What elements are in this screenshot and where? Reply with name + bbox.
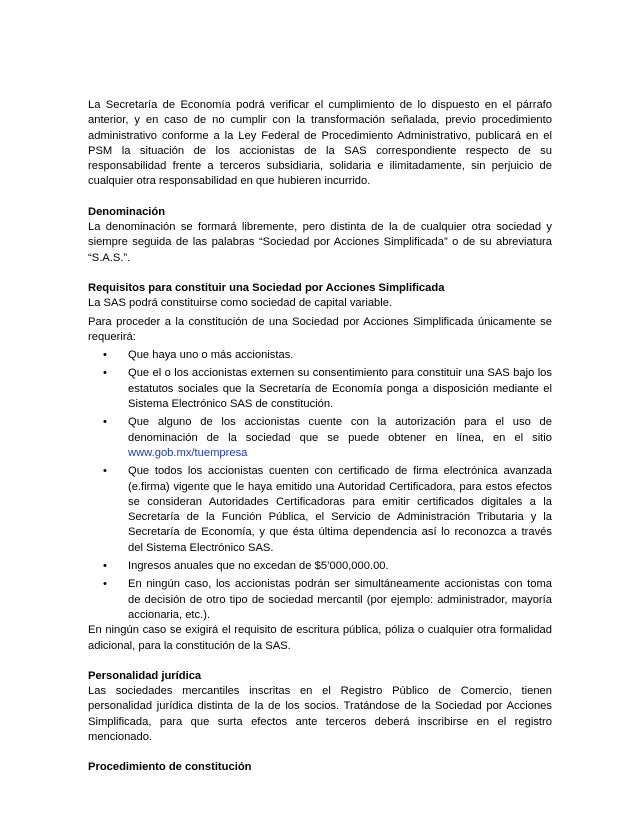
list-item-text: Que haya uno o más accionistas. [128,349,294,362]
bullet-icon: • [103,465,107,478]
requisitos-capital-paragraph: La SAS podrá constituirse como sociedad de capital variable. [88,297,393,310]
bullet-icon: • [103,578,107,591]
bullet-icon: • [103,560,107,573]
denominacion-paragraph: La denominación se formará libremente, pero distinta de la de cualquier otra sociedad y siempre seguida de las palabras “Sociedad por Acciones Simplificada” o de su abreviatura “S.A.S.”. [88,221,552,264]
list-item-text: Ingresos anuales que no excedan de $5’000,000.00. [128,560,389,573]
personalidad-heading: Personalidad jurídica [88,669,202,682]
list-item-text: En ningún caso, los accionistas podrán ser simultáneamente accionistas con toma de decisión de otro tipo de sociedad mercantil (por ejemplo: administrador, mayoría accionaria, etc.). [128,578,552,621]
bullet-icon: • [103,367,107,380]
list-item [88,559,552,574]
list-item [88,366,552,412]
bullet-icon: • [103,349,107,362]
tuempresa-link[interactable]: www.gob.mx/tuempresa [128,446,248,459]
personalidad-paragraph: Las sociedades mercantiles inscritas en el Registro Público de Comercio, tienen personalidad jurídica distinta de la de los socios. Tratándose de la Sociedad por Acciones Simplificada, para que surta efectos ante terceros deberá inscribirse en el registro mencionado. [88,685,552,743]
intro-paragraph: La Secretaría de Economía podrá verificar el cumplimiento de lo dispuesto en el párrafo anterior, y en caso de no cumplir con la transformación señalada, previo procedimiento administrativo conforme a la Ley Federal de Procedimiento Administrativo, publicará en el PSM la situación de los accionistas de la SAS correspondiente respecto de su responsabilidad frente a terceros subsidiaria, solidaria e ilimitadamente, sin perjuicio de cualquier otra responsabilidad en que hubieren incurrido. [88,99,552,188]
list-item-text: Que todos los accionistas cuenten con certificado de firma electrónica avanzada (e.firma) vigente que le haya emitido una Autoridad Certificadora, para estos efectos se consideran Autoridades Certificadoras para emitir certificados digitales a la Secretaría de la Función Pública, el Servicio de Administración Tributaria y la Secretaría de Economía, y que ésta última dependencia así lo reconozca a través del Sistema Electrónico SAS. [128,465,552,554]
denominacion-heading: Denominación [88,205,166,218]
list-item [88,415,552,461]
requisitos-intro-paragraph: Para proceder a la constitución de una Sociedad por Acciones Simplificada únicamente se requerirá: [88,315,552,343]
list-item-text: Que el o los accionistas externen su consentimiento para constituir una SAS bajo los estatutos sociales que la Secretaría de Economía ponga a disposición mediante el Sistema Electrónico SAS de constitución. [128,367,552,411]
list-item-text: Que alguno de los accionistas cuente con la autorización para el uso de denominación de la sociedad que se puede obtener en línea, en el sitio [128,416,552,444]
procedimiento-heading: Procedimiento de constitución [88,761,252,774]
requisitos-closing-paragraph: En ningún caso se exigirá el requisito de escritura pública, póliza o cualquier otra formalidad adicional, para la constitución de la SAS. [88,624,552,652]
list-item [88,464,552,556]
list-item [88,577,552,623]
requisitos-heading: Requisitos para constituir una Sociedad por Acciones Simplificada [88,281,445,294]
list-item [88,348,552,363]
bullet-icon: • [103,416,107,429]
document-page [88,98,552,776]
requisitos-list [88,348,552,623]
